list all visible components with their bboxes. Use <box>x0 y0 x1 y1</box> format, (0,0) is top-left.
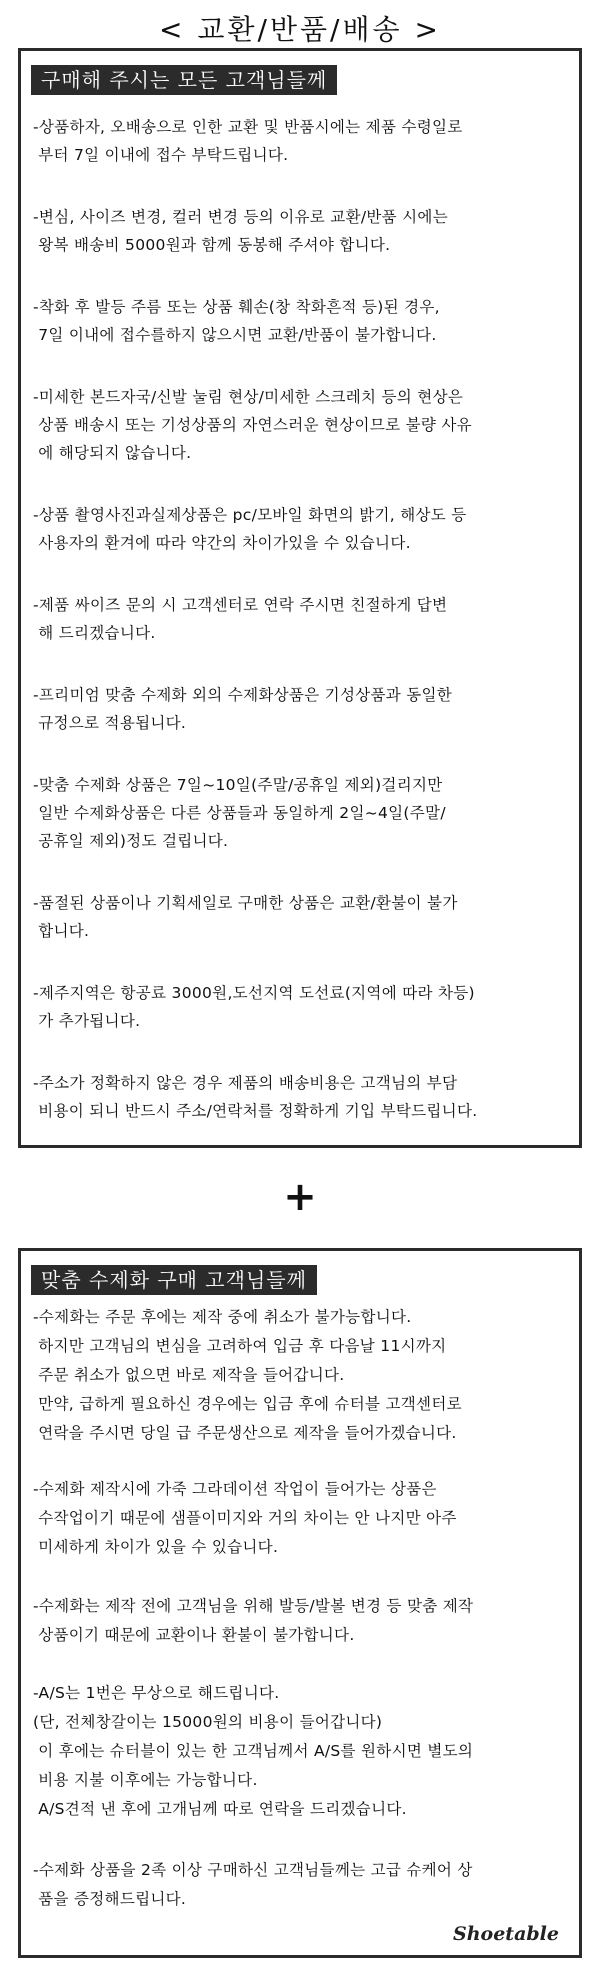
list-item: -수제화 상품을 2족 이상 구매하신 고객님들께는 고급 슈케어 상 품을 증정해드립니다. <box>33 1861 473 1908</box>
list-item: -수제화는 제작 전에 고객님을 위해 발등/발볼 변경 등 맞춤 제작 상품이기 때문에 교환이나 환불이 불가합니다. <box>33 1597 474 1644</box>
custom-shoe-policy-box <box>18 1248 582 1958</box>
section-heading: 구매해 주시는 모든 고객님들께 <box>31 65 337 95</box>
list-item: -제주지역은 항공료 3000원,도선지역 도선료(지역에 따라 차등) 가 추가됩니다. <box>33 984 475 1030</box>
list-item: -주소가 정확하지 않은 경우 제품의 배송비용은 고객님의 부담 비용이 되니 반드시 주소/연락처를 정확하게 기입 부탁드립니다. <box>33 1074 478 1120</box>
list-item: -프리미엄 맞춤 수제화 외의 수제화상품은 기성상품과 동일한 규정으로 적용됩니다. <box>33 686 453 732</box>
list-item: -맞춤 수제화 상품은 7일~10일(주말/공휴일 제외)걸리지만 일반 수제화상품은 다른 상품들과 동일하게 2일~4일(주말/ 공휴일 제외)정도 걸립니다. <box>33 776 446 850</box>
list-item: -수제화 제작시에 가죽 그라데이션 작업이 들어가는 상품은 수작업이기 때문에 샘플이미지와 거의 차이는 안 나지만 아주 미세하게 차이가 있을 수 있습니다. <box>33 1480 457 1556</box>
list-item: -상품 촬영사진과실제상품은 pc/모바일 화면의 밝기, 해상도 등 사용자의 환겨에 따라 약간의 차이가있을 수 있습니다. <box>33 506 467 552</box>
page-title: < 교환/반품/배송 > <box>159 13 441 46</box>
section-heading: 맞춤 수제화 구매 고객님들께 <box>31 1265 317 1295</box>
exchange-return-policy-box <box>18 48 582 1148</box>
list-item: -수제화는 주문 후에는 제작 중에 취소가 불가능합니다. 하지만 고객님의 변심을 고려하여 입금 후 다음날 11시까지 주문 취소가 없으면 바로 제작을 들어갑니다. 만약, 급하게 필요하신 경우에는 입금 후에 슈터블 고객센터로 연락을 주시면 당일 급 주문생산으로 제작을 들어가겠습니다. <box>33 1308 462 1442</box>
list-item: -A/S는 1번은 무상으로 해드립니다. (단, 전체창갈이는 15000원의 비용이 들어갑니다) 이 후에는 슈터블이 있는 한 고객님께서 A/S를 원하시면 별도의 비용 지불 이후에는 가능합니다. A/S견적 낸 후에 고개님께 따로 연락을 드리겠습니다. <box>33 1684 474 1818</box>
policy-list <box>33 1303 575 1916</box>
list-item: -상품하자, 오배송으로 인한 교환 및 반품시에는 제품 수령일로 부터 7일 이내에 접수 부탁드립니다. <box>33 118 463 164</box>
plus-sign: + <box>283 1174 317 1220</box>
list-item: -제품 싸이즈 문의 시 고객센터로 연락 주시면 친절하게 답변 해 드리겠습니다. <box>33 596 448 642</box>
policy-list <box>33 113 575 1129</box>
list-item: -품절된 상품이나 기획세일로 구매한 상품은 교환/환불이 불가 합니다. <box>33 894 458 940</box>
list-item: -미세한 본드자국/신발 눌림 현상/미세한 스크레치 등의 현상은 상품 배송시 또는 기성상품의 자연스러운 현상이므로 불량 사유 에 해당되지 않습니다. <box>33 388 472 462</box>
list-item: -착화 후 발등 주름 또는 상품 훼손(창 착화흔적 등)된 경우, 7일 이내에 접수를하지 않으시면 교환/반품이 불가합니다. <box>33 298 440 344</box>
brand-signature: Shoetable <box>453 1923 559 1945</box>
list-item: -변심, 사이즈 변경, 컬러 변경 등의 이유로 교환/반품 시에는 왕복 배송비 5000원과 함께 동봉해 주셔야 합니다. <box>33 208 448 254</box>
